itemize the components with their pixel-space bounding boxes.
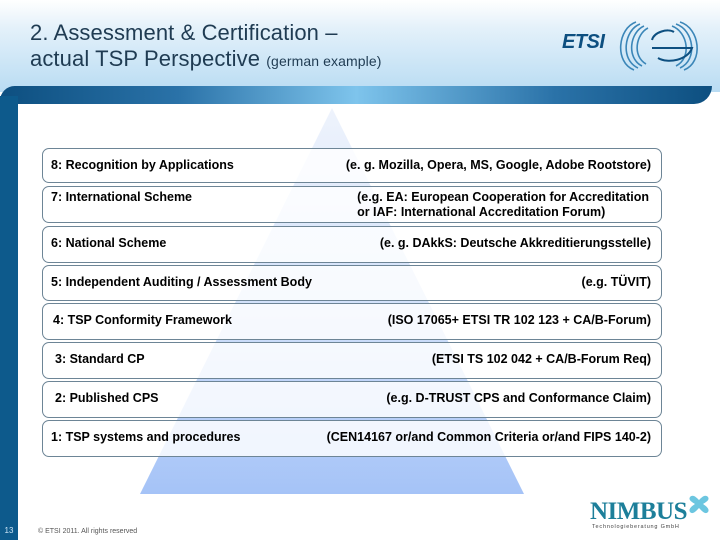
nimbus-logo-text: NIMBUS (590, 498, 688, 525)
level-5-example: (e.g. TÜVIT) (581, 275, 651, 289)
level-5-row (42, 265, 662, 301)
level-5-label: 5: Independent Auditing / Assessment Body (51, 275, 312, 289)
level-7-row (42, 186, 662, 223)
level-4-label: 4: TSP Conformity Framework (53, 313, 232, 327)
title-line-1: 2. Assessment & Certification – (30, 20, 338, 45)
level-6-row (42, 226, 662, 263)
level-3-example: (ETSI TS 102 042 + CA/B-Forum Req) (431, 352, 651, 366)
level-1-example: (CEN14167 or/and Common Criteria or/and FIPS 140-2) (326, 430, 651, 444)
level-8-label: 8: Recognition by Applications (51, 158, 234, 172)
level-8-row (42, 148, 662, 183)
level-2-row (42, 381, 662, 418)
level-8-example: (e. g. Mozilla, Opera, MS, Google, Adobe Rootstore) (345, 158, 651, 172)
level-2-example: (e.g. D-TRUST CPS and Conformance Claim) (386, 391, 651, 405)
level-1-label: 1: TSP systems and procedures (51, 430, 241, 444)
copyright-notice: © ETSI 2011. All rights reserved (38, 528, 138, 535)
level-7-example-line-2: or IAF: International Accreditation Forum) (357, 205, 606, 219)
level-7-label: 7: International Scheme (51, 190, 193, 204)
level-3-label: 3: Standard CP (55, 352, 145, 366)
nimbus-logo-subtitle: Technologieberatung GmbH (592, 524, 680, 530)
title-subtitle: (german example) (266, 53, 382, 69)
level-3-row (42, 342, 662, 379)
level-7-example (357, 190, 649, 220)
page-number: 13 (4, 526, 14, 535)
level-2-label: 2: Published CPS (55, 391, 159, 405)
nimbus-cross-icon (687, 492, 711, 516)
level-1-row (42, 420, 662, 457)
level-4-row (42, 303, 662, 340)
nimbus-logo (590, 498, 710, 538)
level-6-label: 6: National Scheme (51, 236, 167, 250)
level-6-example: (e. g. DAkkS: Deutsche Akkreditierungsstelle) (379, 236, 651, 250)
level-4-example: (ISO 17065+ ETSI TR 102 123 + CA/B-Forum) (387, 313, 651, 327)
level-7-example-line-1: (e.g. EA: European Cooperation for Accreditation (357, 190, 649, 204)
title-main: actual TSP Perspective (30, 46, 261, 71)
etsi-logo-text: ETSI (562, 31, 605, 53)
